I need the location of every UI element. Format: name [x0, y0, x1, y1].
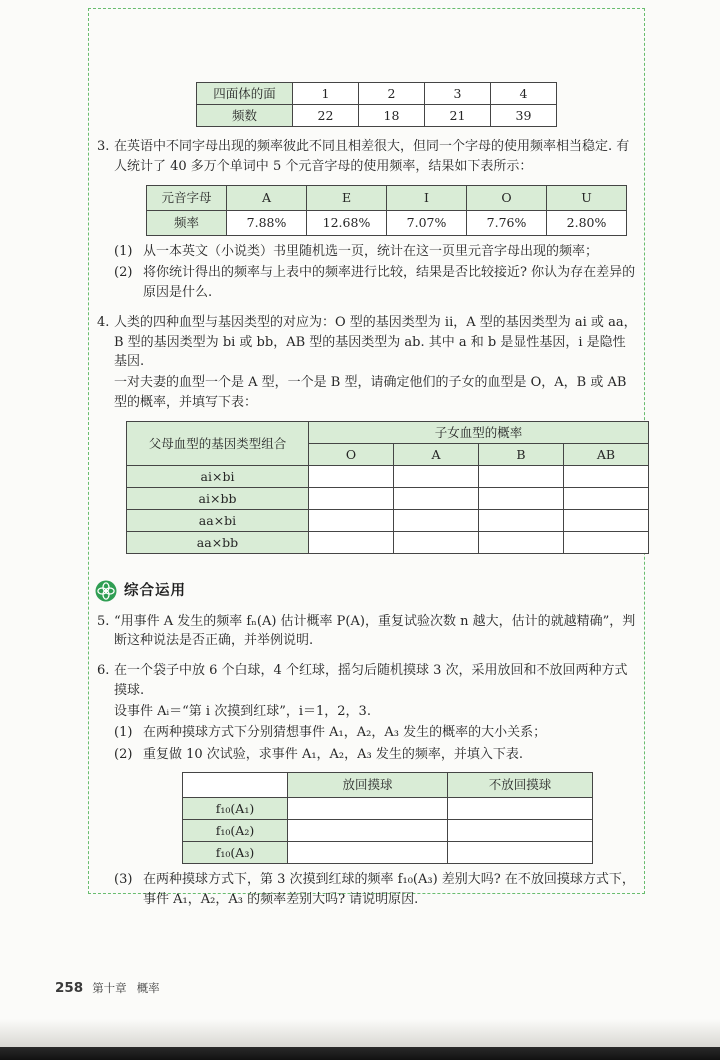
- problem-6-item-1: [114, 723, 637, 743]
- empty-cell: [394, 487, 479, 509]
- empty-cell: [564, 487, 649, 509]
- column-header: O: [309, 443, 394, 465]
- problem-text: 人类的四种血型与基因类型的对应为：O 型的基因类型为 ii，A 型的基因类型为 ai 或 aa，B 型的基因类型为 bi 或 bb，AB 型的基因类型为 ab. 其中 a 和 b 是显性基因，i 是隐性基因.: [114, 314, 637, 370]
- row-header: aa×bi: [127, 509, 309, 531]
- table-cell: 7.07%: [387, 210, 467, 235]
- table-row: [127, 465, 649, 487]
- problem-number: 4.: [97, 314, 110, 330]
- table-row: [183, 772, 593, 797]
- column-header: A: [394, 443, 479, 465]
- empty-cell: [479, 509, 564, 531]
- table-row: [127, 487, 649, 509]
- column-header: B: [479, 443, 564, 465]
- empty-cell: [479, 465, 564, 487]
- table-cell: 21: [425, 105, 491, 127]
- table-cell: 4: [491, 83, 557, 105]
- row-header: ai×bi: [127, 465, 309, 487]
- empty-cell: [309, 531, 394, 553]
- problem-3-item-1: [114, 242, 637, 262]
- row-header: f₁₀(A₁): [183, 797, 288, 819]
- problem-number: 5.: [97, 613, 110, 629]
- item-number: (2): [114, 747, 133, 763]
- page-footer: [55, 980, 160, 996]
- problem-6: [97, 661, 637, 909]
- column-header: 放回摸球: [288, 772, 448, 797]
- item-number: (1): [114, 243, 133, 259]
- table-cell: 7.76%: [467, 210, 547, 235]
- empty-cell: [448, 819, 593, 841]
- chapter-title: 概率: [136, 981, 160, 995]
- column-header: O: [467, 185, 547, 210]
- table-cell: 7.88%: [227, 210, 307, 235]
- group-header: 子女血型的概率: [309, 421, 649, 443]
- item-text: 在两种摸球方式下，第 3 次摸到红球的频率 f₁₀(A₃) 差别大吗? 在不放回摸球方式下，事件 A₁，A₂，A₃ 的频率差别大吗? 请说明原因.: [143, 871, 635, 907]
- row-header: 四面体的面: [197, 83, 293, 105]
- item-number: (1): [114, 725, 133, 741]
- item-number: (3): [114, 871, 133, 887]
- chapter-label: 第十章: [92, 981, 127, 995]
- table-row: [127, 531, 649, 553]
- item-text: 在两种摸球方式下分别猜想事件 A₁，A₂，A₃ 发生的概率的大小关系；: [143, 725, 547, 741]
- item-text: 重复做 10 次试验，求事件 A₁，A₂，A₃ 发生的频率，并填入下表.: [143, 747, 524, 763]
- table-row: [197, 83, 557, 105]
- problem-text: “用事件 A 发生的频率 fₙ(A) 估计概率 P(A)，重复试验次数 n 越大，估计的就越精确”，判断这种说法是否正确，并举例说明.: [114, 613, 636, 649]
- problem-number: 6.: [97, 663, 110, 679]
- empty-cell: [288, 841, 448, 863]
- problem-text: 在英语中不同字母出现的频率彼此不同且相差很大，但同一个字母的使用频率相当稳定. 有人统计了 40 多万个单词中 5 个元音字母的使用频率，结果如下表所示：: [114, 139, 630, 174]
- problem-text-2: 设事件 Aᵢ＝“第 i 次摸到红球”，i＝1，2，3.: [114, 703, 371, 719]
- empty-cell: [288, 819, 448, 841]
- column-header: A: [227, 185, 307, 210]
- table-row: [147, 185, 627, 210]
- empty-cell: [564, 465, 649, 487]
- table-row: [127, 421, 649, 443]
- item-text: 从一本英文（小说类）书里随机选一页，统计在这一页里元音字母出现的频率；: [143, 243, 599, 259]
- problem-5: [97, 612, 637, 652]
- row-header: aa×bb: [127, 531, 309, 553]
- problem-3-item-2: [114, 263, 637, 303]
- row-header: 频数: [197, 105, 293, 127]
- vowel-frequency-table: [146, 185, 627, 236]
- table-row: [183, 797, 593, 819]
- knot-icon: [95, 580, 117, 602]
- section-title: 综合运用: [124, 582, 186, 599]
- empty-cell: [309, 487, 394, 509]
- column-header: E: [307, 185, 387, 210]
- table-cell: 39: [491, 105, 557, 127]
- table-cell: 1: [293, 83, 359, 105]
- empty-cell: [448, 797, 593, 819]
- item-number: (2): [114, 265, 133, 281]
- empty-cell: [288, 797, 448, 819]
- column-header: U: [547, 185, 627, 210]
- row-header: f₁₀(A₂): [183, 819, 288, 841]
- empty-cell: [564, 509, 649, 531]
- page-content: [97, 74, 637, 909]
- table-row: [197, 105, 557, 127]
- table-row: [183, 819, 593, 841]
- row-header: 元音字母: [147, 185, 227, 210]
- empty-cell: [309, 509, 394, 531]
- row-header: f₁₀(A₃): [183, 841, 288, 863]
- row-header: 频率: [147, 210, 227, 235]
- problem-text: 在一个袋子中放 6 个白球，4 个红球，摇匀后随机摸球 3 次，采用放回和不放回两种方式摸球.: [114, 663, 628, 698]
- empty-cell: [479, 531, 564, 553]
- problem-6-item-2: [114, 745, 637, 765]
- tetrahedron-frequency-table: [196, 82, 557, 127]
- table-row: [147, 210, 627, 235]
- book-edge-bar: [0, 1047, 720, 1060]
- table-cell: 12.68%: [307, 210, 387, 235]
- empty-corner-cell: [183, 772, 288, 797]
- corner-header: 父母血型的基因类型组合: [127, 421, 309, 465]
- problem-number: 3.: [97, 139, 110, 154]
- empty-cell: [479, 487, 564, 509]
- item-text: 将你统计得出的频率与上表中的频率进行比较，结果是否比较接近? 你认为存在差异的原因是什么.: [143, 265, 636, 300]
- section-comprehensive-application: [95, 580, 637, 602]
- table-cell: 2.80%: [547, 210, 627, 235]
- table-cell: 3: [425, 83, 491, 105]
- empty-cell: [564, 531, 649, 553]
- problem-3: [97, 137, 637, 303]
- page-bottom-shadow: [0, 1019, 720, 1047]
- empty-cell: [394, 509, 479, 531]
- table-cell: 22: [293, 105, 359, 127]
- table-row: [127, 509, 649, 531]
- table-row: [183, 841, 593, 863]
- empty-cell: [309, 465, 394, 487]
- column-header: AB: [564, 443, 649, 465]
- column-header: 不放回摸球: [448, 772, 593, 797]
- page-number: 258: [55, 980, 84, 996]
- problem-6-item-3: [114, 870, 637, 910]
- blood-type-table: [126, 421, 649, 554]
- problem-4: [97, 313, 637, 554]
- empty-cell: [394, 531, 479, 553]
- empty-cell: [394, 465, 479, 487]
- draw-frequency-table: [182, 772, 593, 864]
- row-header: ai×bb: [127, 487, 309, 509]
- column-header: I: [387, 185, 467, 210]
- empty-cell: [448, 841, 593, 863]
- table-cell: 2: [359, 83, 425, 105]
- problem-text-2: 一对夫妻的血型一个是 A 型，一个是 B 型，请确定他们的子女的血型是 O，A，B 或 AB 型的概率，并填写下表：: [114, 375, 627, 410]
- table-cell: 18: [359, 105, 425, 127]
